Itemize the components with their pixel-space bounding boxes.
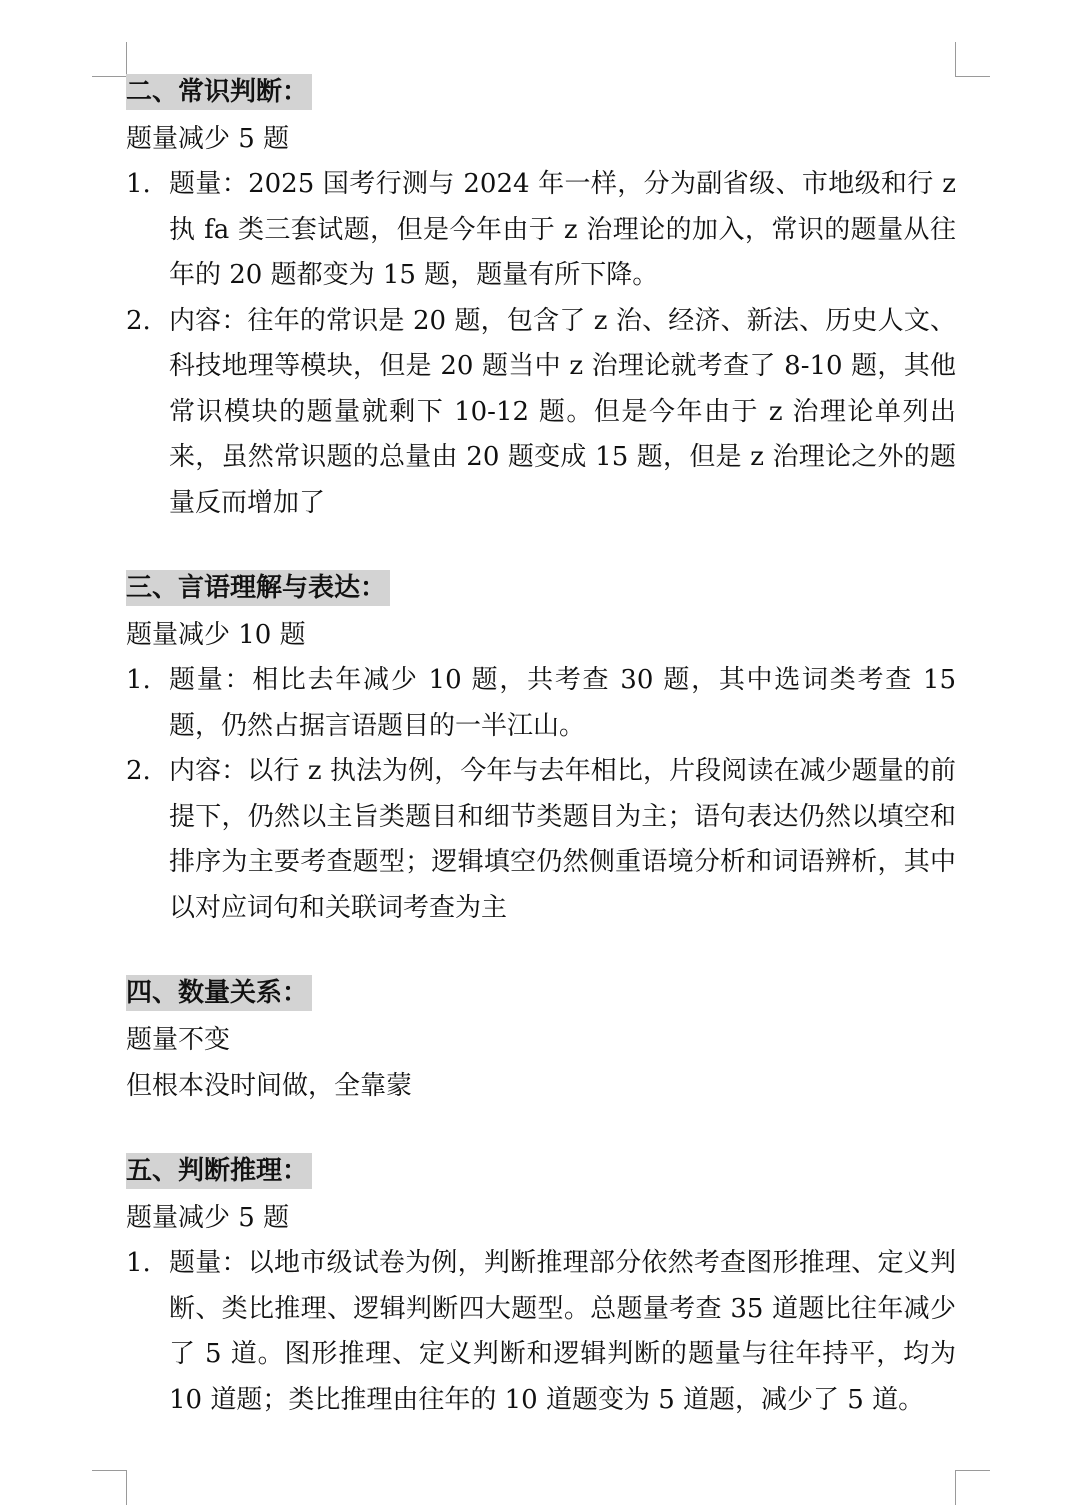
list-text: 题量：相比去年减少 10 题，共考查 30 题，其中选词类考查 15 题，仍然占据言语题目的一半江山。 xyxy=(169,665,956,741)
list-text: 内容：往年的常识是 20 题，包含了 z 治、经济、新法、历史人文、科技地理等模块，但是 20 题当中 z 治理论就考查了 8-10 题，其他常识模块的题量就剩下 10-12 题。但是今年由于 z 治理论单列出来，虽然常识题的总量由 20 题变成 15 题，但是 z 治理论之外的题量反而增加了 xyxy=(169,305,956,518)
section-heading: 二、常识判断： xyxy=(126,74,312,110)
section-line: 题量不变 xyxy=(126,1025,231,1055)
section-common-sense xyxy=(126,72,956,526)
page-corner-mark-top-right xyxy=(955,42,990,77)
section-summary: 题量减少 5 题 xyxy=(126,124,290,154)
section-line: 但根本没时间做，全靠蒙 xyxy=(126,1071,413,1101)
section-summary: 题量减少 10 题 xyxy=(126,620,306,650)
section-heading: 五、判断推理： xyxy=(126,1153,312,1189)
section-verbal xyxy=(126,568,956,931)
list-number: 1. xyxy=(126,665,151,695)
section-heading: 四、数量关系： xyxy=(126,975,312,1011)
list-number: 1. xyxy=(126,169,151,199)
list-text: 题量：以地市级试卷为例，判断推理部分依然考查图形推理、定义判断、类比推理、逻辑判断四大题型。总题量考查 35 道题比往年减少了 5 道。图形推理、定义判断和逻辑判断的题量与往年持平，均为 10 道题；类比推理由往年的 10 道题变为 5 道题，减少了 5 道。 xyxy=(169,1248,956,1415)
document-page xyxy=(126,72,956,1465)
list-item xyxy=(126,299,956,527)
page-corner-mark-top-left xyxy=(92,42,127,77)
list-number: 1. xyxy=(126,1248,151,1278)
list-item xyxy=(126,1241,956,1423)
list-number: 2. xyxy=(126,305,151,336)
list-item xyxy=(126,162,956,299)
list-text: 题量：2025 国考行测与 2024 年一样，分为副省级、市地级和行 z 执 fa 类三套试题，但是今年由于 z 治理论的加入，常识的题量从往年的 20 题都变为 15 题，题量有所下降。 xyxy=(169,169,956,290)
list-item xyxy=(126,658,956,749)
page-corner-mark-bottom-left xyxy=(92,1470,127,1505)
list-number: 2. xyxy=(126,756,151,786)
page-corner-mark-bottom-right xyxy=(955,1470,990,1505)
section-heading: 三、言语理解与表达： xyxy=(126,570,390,606)
section-reasoning xyxy=(126,1151,956,1423)
section-summary: 题量减少 5 题 xyxy=(126,1203,290,1233)
list-item xyxy=(126,749,956,931)
list-text: 内容：以行 z 执法为例，今年与去年相比，片段阅读在减少题量的前提下，仍然以主旨类题目和细节类题目为主；语句表达仍然以填空和排序为主要考查题型；逻辑填空仍然侧重语境分析和词语辨析，其中以对应词句和关联词考查为主 xyxy=(169,756,956,923)
section-quantitative xyxy=(126,973,956,1109)
